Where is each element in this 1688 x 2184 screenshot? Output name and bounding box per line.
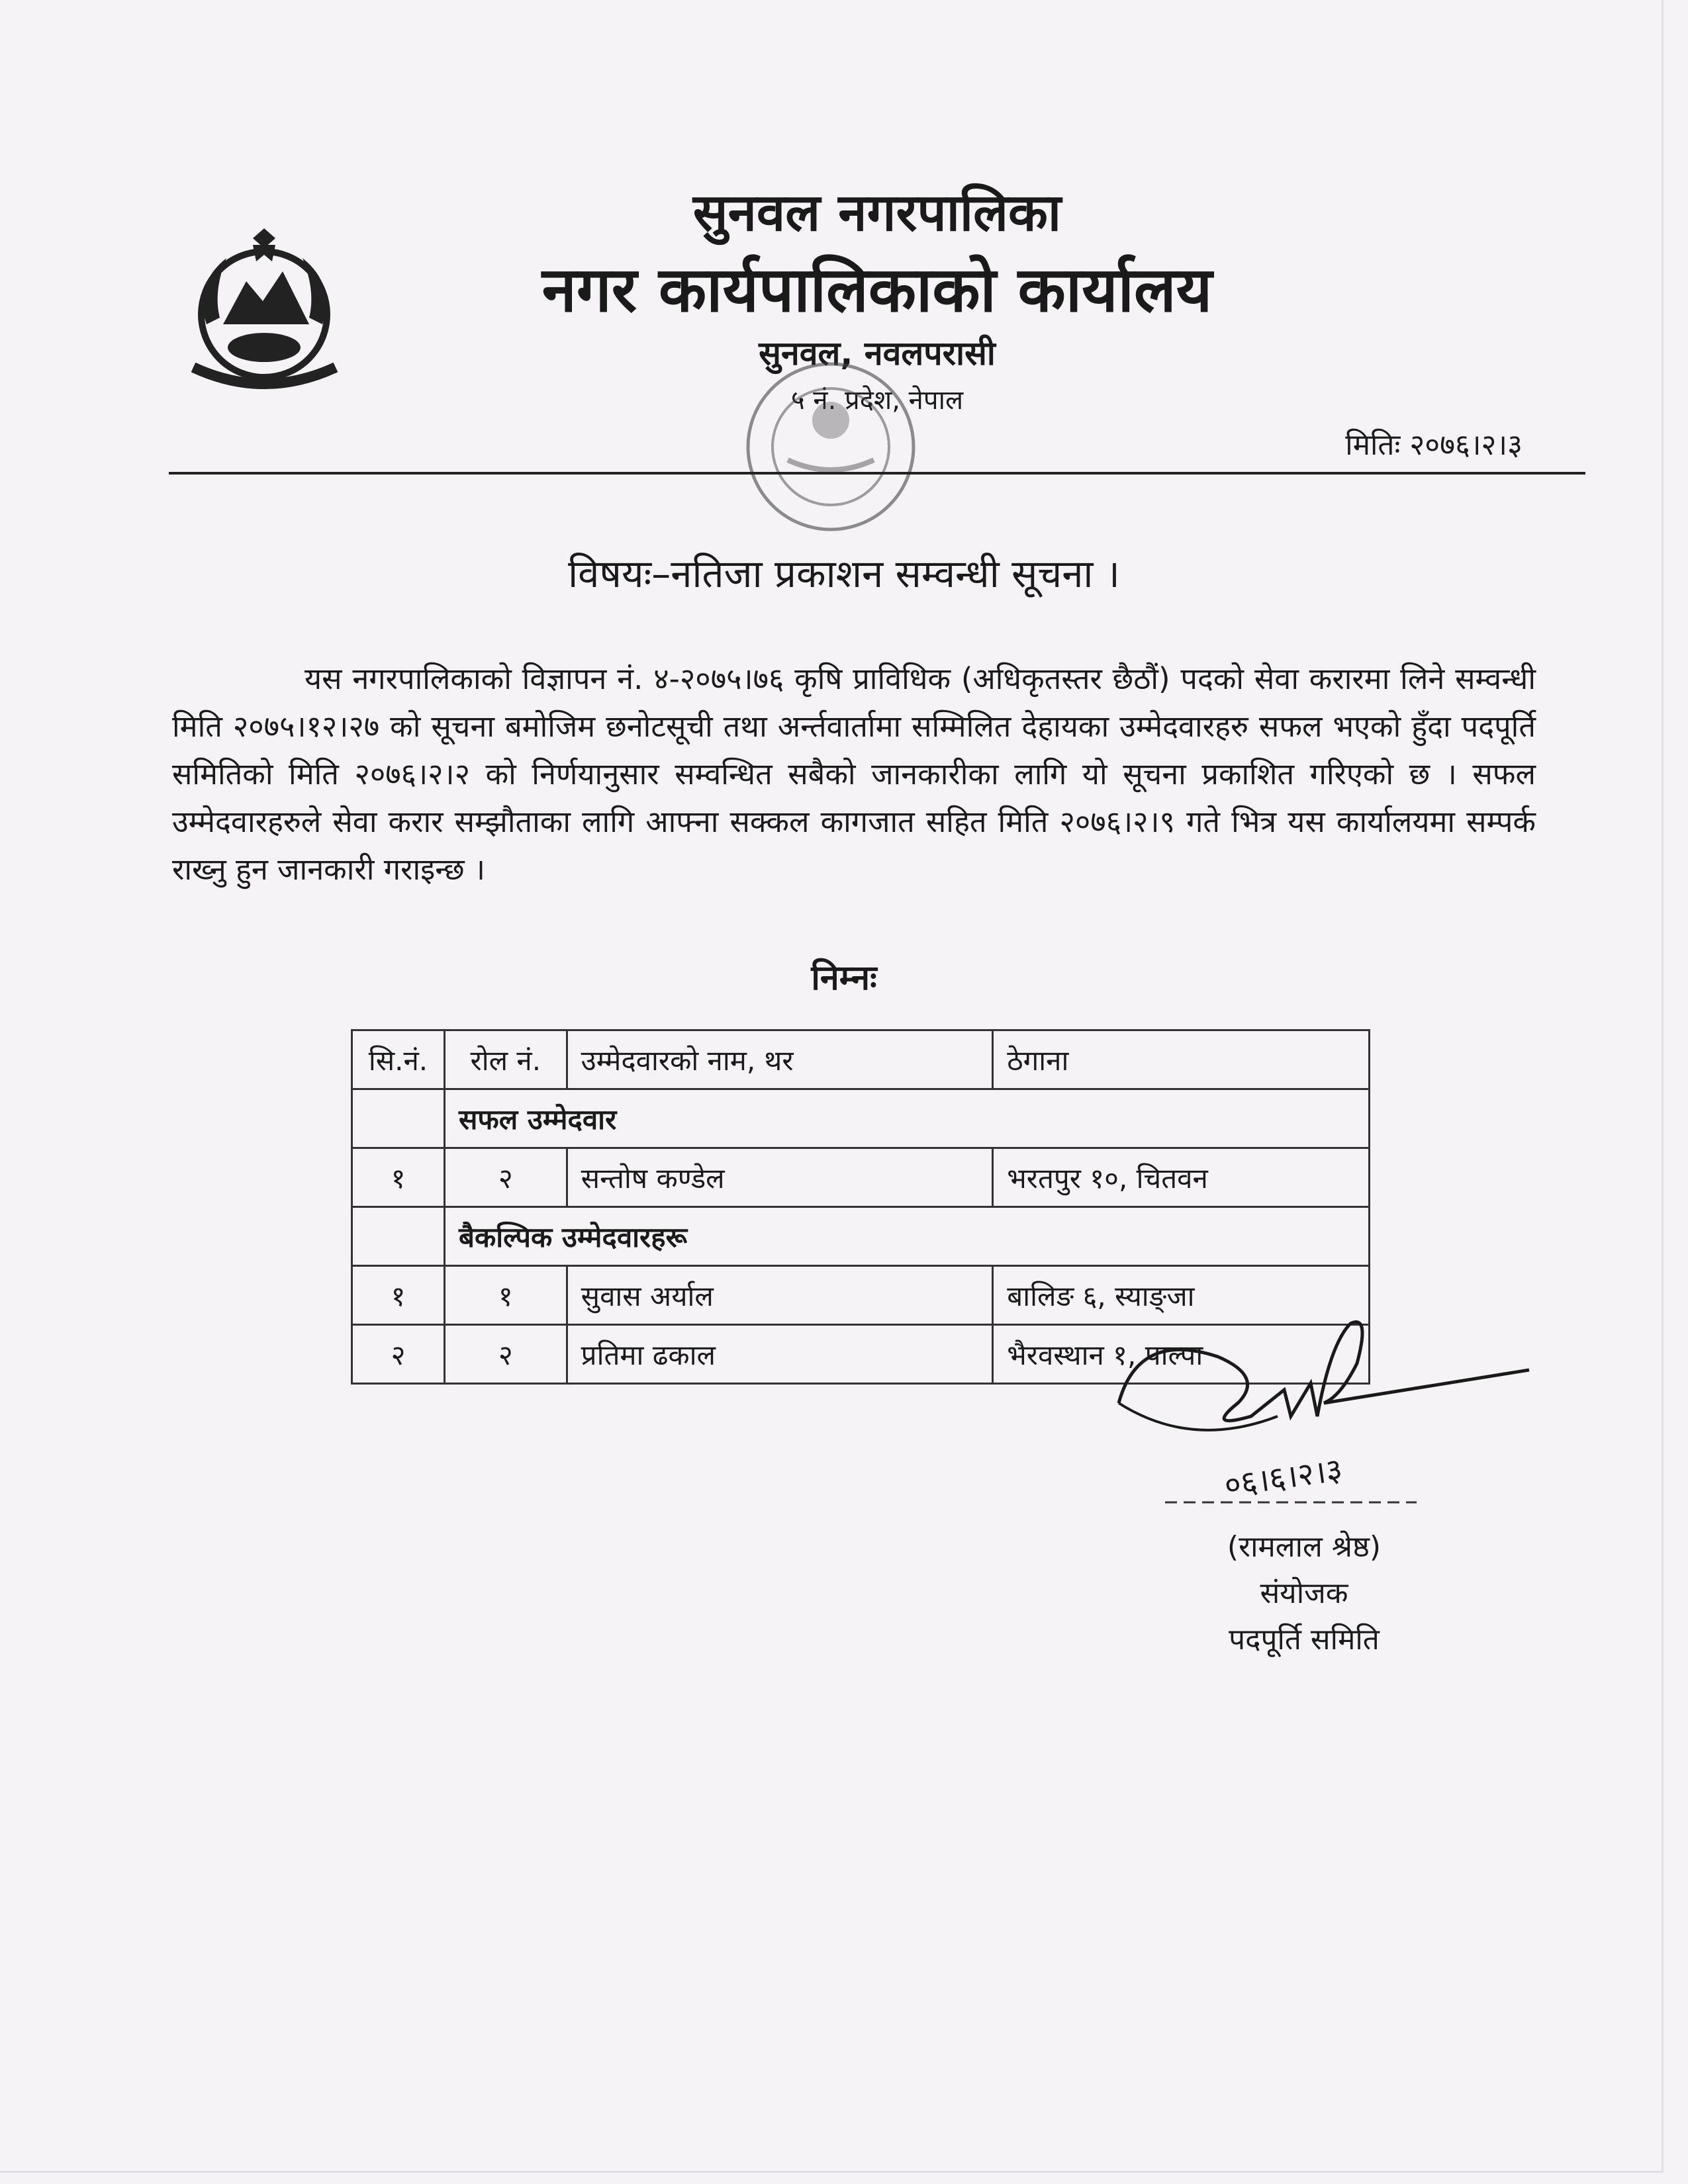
table-cell — [352, 1089, 445, 1148]
cell-name: सुवास अर्याल — [567, 1266, 993, 1325]
section-row — [352, 1207, 1370, 1266]
header-roll: रोल नं. — [444, 1030, 567, 1089]
cell-serial: १ — [352, 1266, 445, 1325]
signature-date: ०६।६।२।३ — [1222, 1451, 1345, 1504]
address-line-1: सुनवल, नवलपरासी — [759, 334, 996, 373]
table-cell — [352, 1207, 445, 1266]
cell-roll: १ — [444, 1266, 567, 1325]
signatory-role: संयोजक — [1260, 1576, 1348, 1610]
cell-address: भरतपुर १०, चितवन — [993, 1148, 1370, 1207]
cell-address: भैरवस्थान १, पाल्पा — [993, 1325, 1370, 1384]
header-name: उम्मेदवारको नाम, थर — [567, 1030, 993, 1089]
list-heading: निम्नः — [811, 958, 877, 998]
cell-roll: २ — [444, 1148, 567, 1207]
handwritten-signature — [1112, 1317, 1536, 1516]
office-stamp-icon — [722, 347, 940, 546]
header-divider — [169, 472, 1585, 475]
signatory-committee: पदपूर्ति समिति — [1229, 1623, 1380, 1657]
cell-name: प्रतिमा ढकाल — [567, 1325, 993, 1384]
table-row — [352, 1148, 1370, 1207]
document-date: मितिः २०७६।२।३ — [1345, 428, 1523, 462]
header-serial: सि.नं. — [352, 1030, 445, 1089]
cell-serial: २ — [352, 1325, 445, 1384]
cell-name: सन्तोष कण्डेल — [567, 1148, 993, 1207]
table-header-row — [352, 1030, 1370, 1089]
address-line-2: ५ नं. प्रदेश, नेपाल — [790, 385, 964, 416]
table-row — [352, 1266, 1370, 1325]
municipality-name: सुनवल नगरपालिका — [692, 183, 1062, 243]
cell-serial: १ — [352, 1148, 445, 1207]
cell-address: बालिङ ६, स्याङ्जा — [993, 1266, 1370, 1325]
section-successful: सफल उम्मेदवार — [444, 1089, 1369, 1148]
cell-roll: २ — [444, 1325, 567, 1384]
section-row — [352, 1089, 1370, 1148]
nepal-emblem-icon — [173, 225, 355, 404]
notice-body: यस नगरपालिकाको विज्ञापन नं. ४-२०७५।७६ कृषि प्राविधिक (अधिकृतस्तर छैठौं) पदको सेवा करारमा लिने सम्वन्धी मिति २०७५।१२।२७ को सूचना बमोजिम छनोटसूची तथा अर्न्तवार्तामा सम्मिलित देहायका उम्मेदवारहरु सफल भएको हुँदा पदपूर्ति समितिको मिति २०७६।२।२ को निर्णयानुसार सम्वन्धित सबैको जानकारीका लागि यो सूचना प्रकाशित गरिएको छ । सफल उम्मेदवारहरुले सेवा करार सम्झौताका लागि आफ्ना सक्कल कागजात सहित मिति २०७६।२।९ गते भित्र यस कार्यालयमा सम्पर्क राख्नु हुन जानकारी गराइन्छ । — [172, 661, 1536, 887]
office-name: नगर कार्यपालिकाको कार्यालय — [541, 254, 1213, 326]
header-address: ठेगाना — [993, 1030, 1370, 1089]
signatory-name: (रामलाल श्रेष्ठ) — [1227, 1530, 1382, 1564]
section-alternates: बैकल्पिक उम्मेदवारहरू — [444, 1207, 1369, 1266]
subject-line: विषयः–नतिजा प्रकाशन सम्वन्धी सूचना । — [568, 551, 1120, 596]
